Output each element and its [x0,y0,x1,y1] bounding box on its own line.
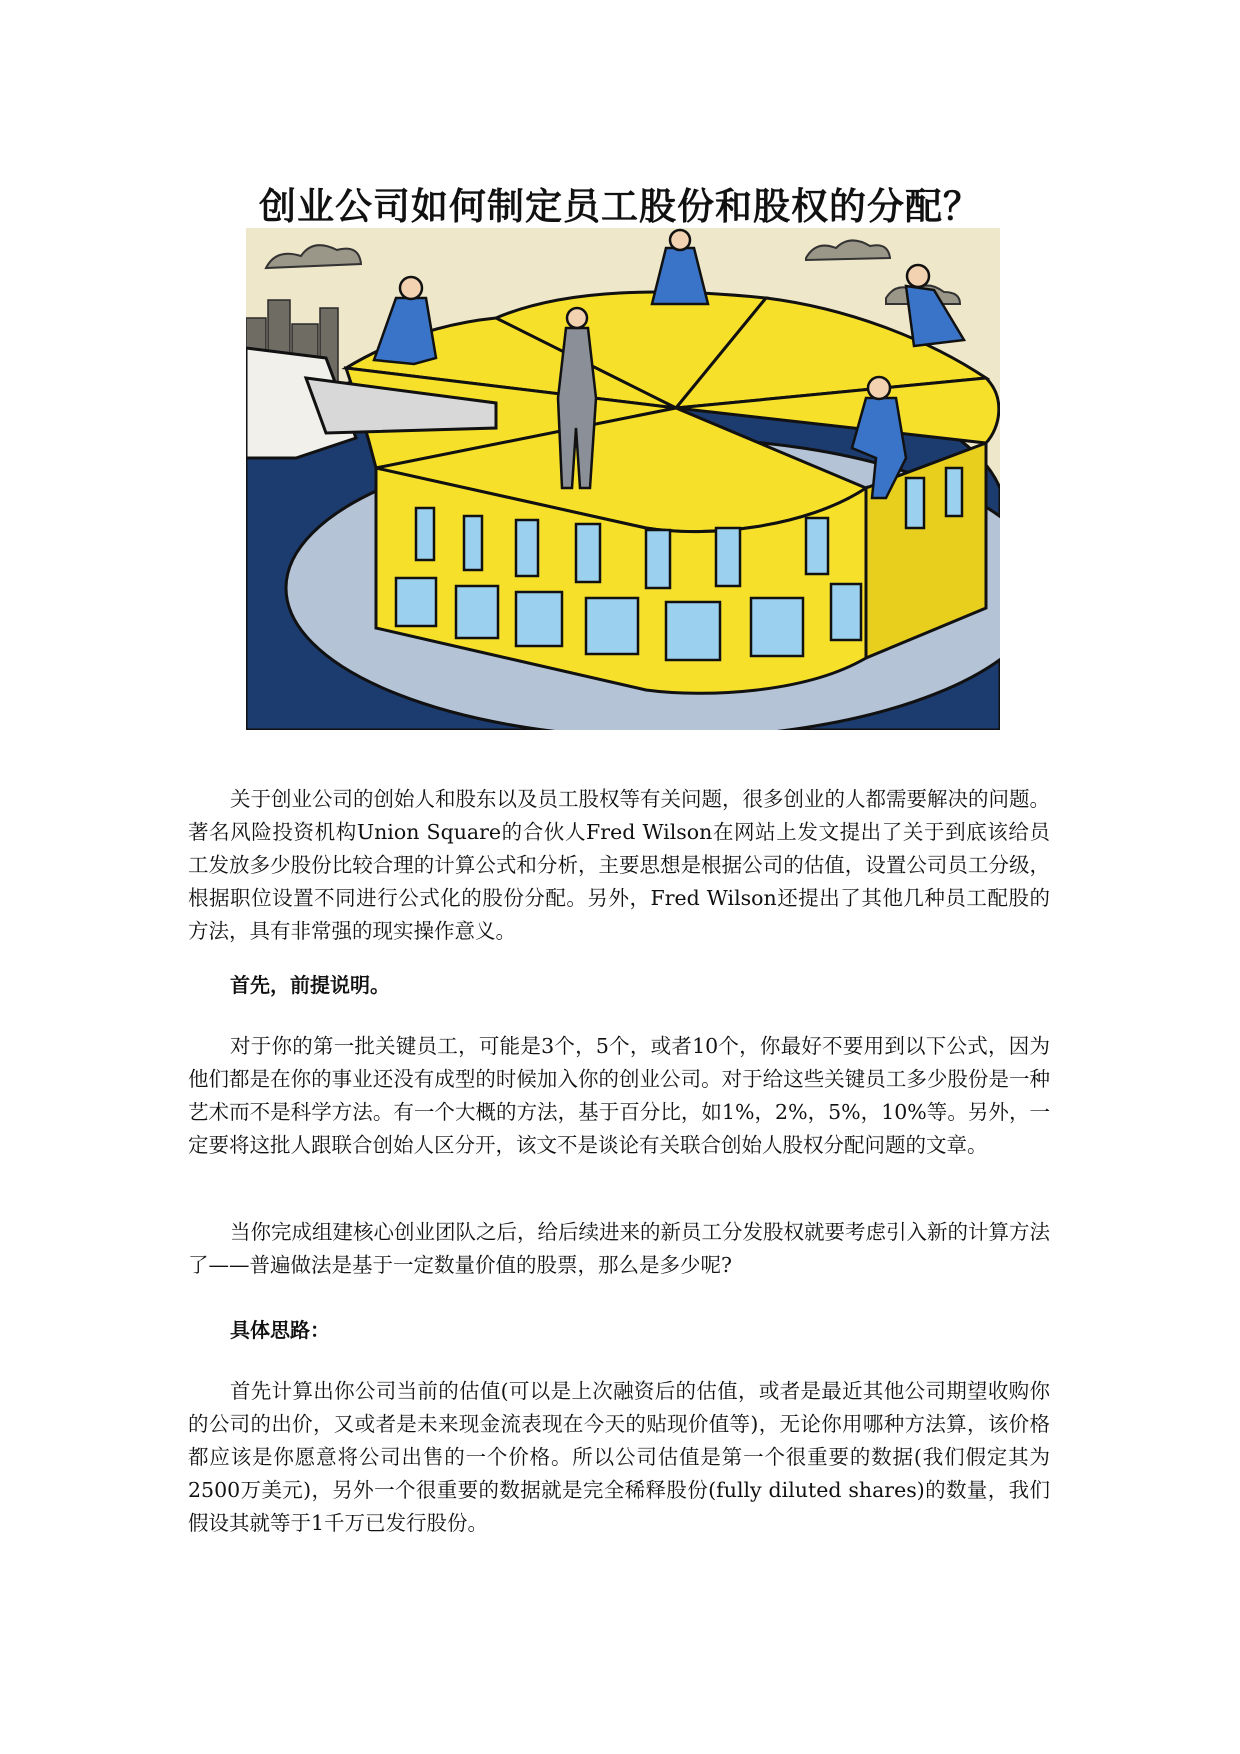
intro-paragraph: 关于创业公司的创始人和股东以及员工股权等有关问题，很多创业的人都需要解决的问题。著名风险投资机构Union Square的合伙人Fred Wilson在网站上发文提出了关于到底该给员工发放多少股份比较合理的计算公式和分析，主要思想是根据公司的估值，设置公司员工分级，根据职位设置不同进行公式化的股份分配。另外，Fred Wilson还提出了其他几种员工配股的方法，具有非常强的现实操作意义。 [188,787,1050,943]
section-approach [188,1314,1050,1347]
key-employees-paragraph: 对于你的第一批关键员工，可能是3个，5个，或者10个，你最好不要用到以下公式，因为他们都是在你的事业还没有成型的时候加入你的创业公司。对于给这些关键员工多少股份是一种艺术而不是科学方法。有一个大概的方法，基于百分比，如1%，2%，5%，10%等。另外，一定要将这批人跟联合创始人区分开，该文不是谈论有关联合创始人股权分配问题的文章。 [188,1034,1050,1157]
page-title: 创业公司如何制定员工股份和股权的分配？ [259,185,981,228]
article-body [188,783,1050,948]
section-premise [188,969,1050,1002]
valuation-paragraph: 首先计算出你公司当前的估值(可以是上次融资后的估值，或者是最近其他公司期望收购你的公司的出价，又或者是未来现金流表现在今天的贴现价值等)，无论你用哪种方法算，该价格都应该是你愿意将公司出售的一个价格。所以公司估值是第一个很重要的数据(我们假定其为2500万美元)，另外一个很重要的数据就是完全稀释股份(fully diluted shares)的数量，我们假设其就等于1千万已发行股份。 [188,1379,1050,1535]
section-valuation [188,1375,1050,1540]
section-key-employees [188,1030,1050,1162]
section-heading-approach: 具体思路： [230,1318,330,1342]
section-later-employees [188,1216,1050,1282]
later-employees-paragraph: 当你完成组建核心创业团队之后，给后续进来的新员工分发股权就要考虑引入新的计算方法了——普遍做法是基于一定数量价值的股票，那么是多少呢? [188,1220,1050,1277]
equity-pie-illustration [246,228,1000,730]
section-heading-premise: 首先，前提说明。 [230,973,390,997]
